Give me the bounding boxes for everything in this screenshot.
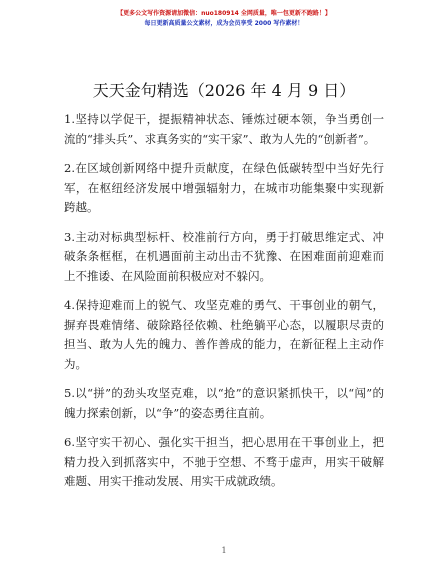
quote-paragraph-5: 5.以“拼”的劲头攻坚克难，以“抢”的意识紧抓快干，以“闯”的魄力探索创新，以“争”的姿态勇往直前。 bbox=[64, 386, 384, 420]
document-body bbox=[64, 110, 384, 502]
promo-line-membership: 每日更新高质量公文素材，成为会员享受 2000 写作素材！ bbox=[144, 20, 304, 27]
quote-paragraph-4: 4.保持迎难而上的锐气、攻坚克难的勇气、干事创业的朝气，摒弃畏难情绪、破除路径依赖、杜绝躺平心态，以履职尽责的担当、敢为人先的魄力、善作善成的能力，在新征程上主动作为。 bbox=[64, 298, 384, 371]
quote-paragraph-1: 1.坚持以学促干，提振精神状态、锤炼过硬本领，争当勇创一流的“排头兵”、求真务实的“实干家”、敢为人先的“创新者”。 bbox=[64, 112, 384, 146]
quote-paragraph-3: 3.主动对标典型标杆、校准前行方向，勇于打破思维定式、冲破条条框框，在机遇面前主动出击不犹豫、在困难面前迎难而上不推诿、在风险面前积极应对不躲闪。 bbox=[64, 229, 384, 283]
promo-banner bbox=[96, 9, 352, 29]
quote-paragraph-2: 2.在区域创新网络中提升贡献度，在绿色低碳转型中当好先行军，在枢纽经济发展中增强辐射力，在城市功能集聚中实现新跨越。 bbox=[64, 161, 384, 214]
promo-line-wechat: 【更多公文写作资源请加微信：nuo180914 全网质量，唯一包更新不跑路！】 bbox=[117, 10, 331, 17]
quote-paragraph-6: 6.坚守实干初心、强化实干担当，把心思用在干事创业上，把精力投入到抓落实中，不驰于空想、不骛于虚声，用实干破解难题、用实干推动发展、用实干成就政绩。 bbox=[64, 435, 384, 488]
document-title: 天天金句精选（2026 年 4 月 9 日） bbox=[92, 81, 356, 100]
page-number: 1 bbox=[221, 546, 227, 555]
